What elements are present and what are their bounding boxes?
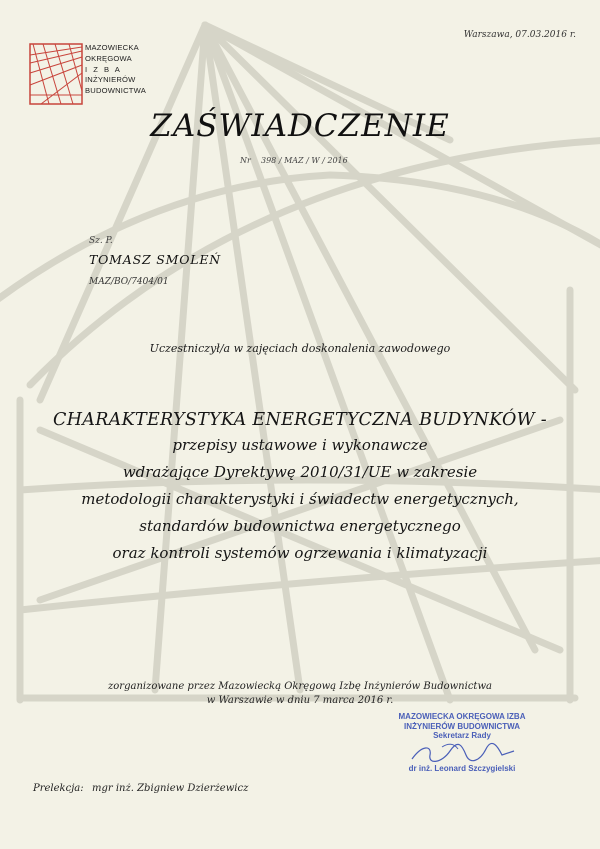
course-title-line: wdrażające Dyrektywę 2010/31/UE w zakresie — [122, 463, 478, 481]
stamp-signatory: dr inż. Leonard Szczygielski — [408, 764, 516, 773]
chamber-logo-mark-icon — [29, 43, 83, 105]
chamber-logo — [29, 43, 144, 107]
organizer-statement — [0, 680, 600, 708]
recipient-salutation: Sz. P. — [89, 236, 113, 246]
logo-line: I Z B A — [85, 64, 122, 74]
course-title-line: CHARAKTERYSTYKA ENERGETYCZNA BUDYNKÓW - — [53, 410, 547, 430]
official-stamp — [387, 712, 537, 774]
recipient-name: TOMASZ SMOLEŃ — [89, 252, 222, 267]
organizer-line: zorganizowane przez Mazowiecką Okręgową Izbę Inżynierów Budownictwa — [108, 681, 492, 692]
issue-date: Warszawa, 07.03.2016 r. — [463, 30, 576, 40]
handwritten-signature-icon — [402, 741, 522, 765]
participation-statement: Uczestniczył/a w zajęciach doskonalenia zawodowego — [149, 342, 451, 355]
course-title — [0, 408, 600, 567]
lecture-label: Prelekcja: — [33, 783, 84, 794]
certificate-number-suffix: / MAZ / W / 2016 — [278, 156, 348, 165]
chamber-logo-text — [85, 43, 145, 97]
certificate-title: ZAŚWIADCZENIE — [150, 108, 450, 144]
certificate-number-label: Nr — [240, 156, 251, 165]
logo-line: INŻYNIERÓW — [85, 75, 136, 85]
recipient-registration-number: MAZ/BO/7404/01 — [89, 277, 169, 287]
logo-line: MAZOWIECKA — [85, 43, 139, 52]
course-title-line: standardów budownictwa energetycznego — [139, 517, 461, 535]
logo-line: BUDOWNICTWA — [85, 86, 146, 96]
certificate-number-value: 398 — [261, 156, 277, 165]
course-title-line: oraz kontroli systemów ogrzewania i klimatyzacji — [112, 544, 488, 562]
course-title-line: przepisy ustawowe i wykonawcze — [172, 436, 428, 454]
stamp-role: Sekretarz Rady — [433, 731, 491, 740]
lecturer-name: mgr inż. Zbigniew Dzierżewicz — [92, 783, 249, 794]
stamp-line: MAZOWIECKA OKRĘGOWA IZBA — [398, 712, 526, 721]
stamp-line: INŻYNIERÓW BUDOWNICTWA — [404, 721, 520, 731]
logo-line: OKRĘGOWA — [85, 53, 132, 63]
organizer-date-line: w Warszawie w dniu 7 marca 2016 r. — [206, 695, 394, 706]
certificate-number — [240, 156, 348, 165]
course-title-line: metodologii charakterystyki i świadectw energetycznych, — [81, 490, 519, 508]
